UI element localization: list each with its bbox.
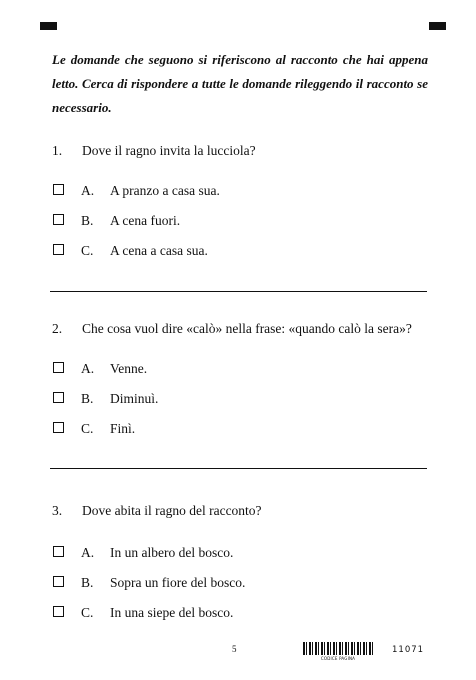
option-letter: A. bbox=[81, 361, 95, 376]
page-code: 11071 bbox=[392, 645, 425, 655]
option-letter: C. bbox=[81, 421, 94, 436]
question-text: Che cosa vuol dire «calò» nella frase: «quando calò la sera»? bbox=[82, 321, 412, 336]
question-number: 3. bbox=[52, 503, 63, 518]
separator-line bbox=[50, 291, 427, 292]
instructions: Le domande che seguono si riferiscono al racconto che hai appena letto. Cerca di rispondere a tutte le domande rileggendo il racconto se necessario. bbox=[52, 52, 428, 115]
answer-checkbox[interactable] bbox=[53, 362, 64, 373]
separator-line bbox=[50, 468, 427, 469]
barcode bbox=[303, 642, 373, 655]
answer-checkbox[interactable] bbox=[53, 422, 64, 433]
answer-checkbox[interactable] bbox=[53, 606, 64, 617]
option-letter: C. bbox=[81, 605, 94, 620]
corner-mark-left bbox=[40, 22, 57, 30]
answer-checkbox[interactable] bbox=[53, 392, 64, 403]
question-text: Dove abita il ragno del racconto? bbox=[82, 503, 262, 518]
option-letter: A. bbox=[81, 183, 95, 198]
option-text: In un albero del bosco. bbox=[110, 545, 234, 560]
option-text: A pranzo a casa sua. bbox=[110, 183, 220, 198]
answer-checkbox[interactable] bbox=[53, 546, 64, 557]
answer-checkbox[interactable] bbox=[53, 576, 64, 587]
question-number: 2. bbox=[52, 321, 63, 336]
question-number: 1. bbox=[52, 143, 63, 158]
option-letter: B. bbox=[81, 391, 94, 406]
barcode-caption: CODICE PAGINA bbox=[320, 656, 356, 661]
option-letter: B. bbox=[81, 575, 94, 590]
option-text: Venne. bbox=[110, 361, 148, 376]
answer-checkbox[interactable] bbox=[53, 184, 64, 195]
question-text: Dove il ragno invita la lucciola? bbox=[82, 143, 256, 158]
option-text: In una siepe del bosco. bbox=[110, 605, 234, 620]
answer-checkbox[interactable] bbox=[53, 214, 64, 225]
option-text: A cena a casa sua. bbox=[110, 243, 208, 258]
option-text: Diminuì. bbox=[110, 391, 159, 406]
option-text: A cena fuori. bbox=[110, 213, 181, 228]
corner-mark-right bbox=[429, 22, 446, 30]
page-number: 5 bbox=[232, 644, 237, 654]
option-text: Finì. bbox=[110, 421, 136, 436]
option-letter: A. bbox=[81, 545, 95, 560]
option-letter: B. bbox=[81, 213, 94, 228]
option-letter: C. bbox=[81, 243, 94, 258]
answer-checkbox[interactable] bbox=[53, 244, 64, 255]
option-text: Sopra un fiore del bosco. bbox=[110, 575, 246, 590]
